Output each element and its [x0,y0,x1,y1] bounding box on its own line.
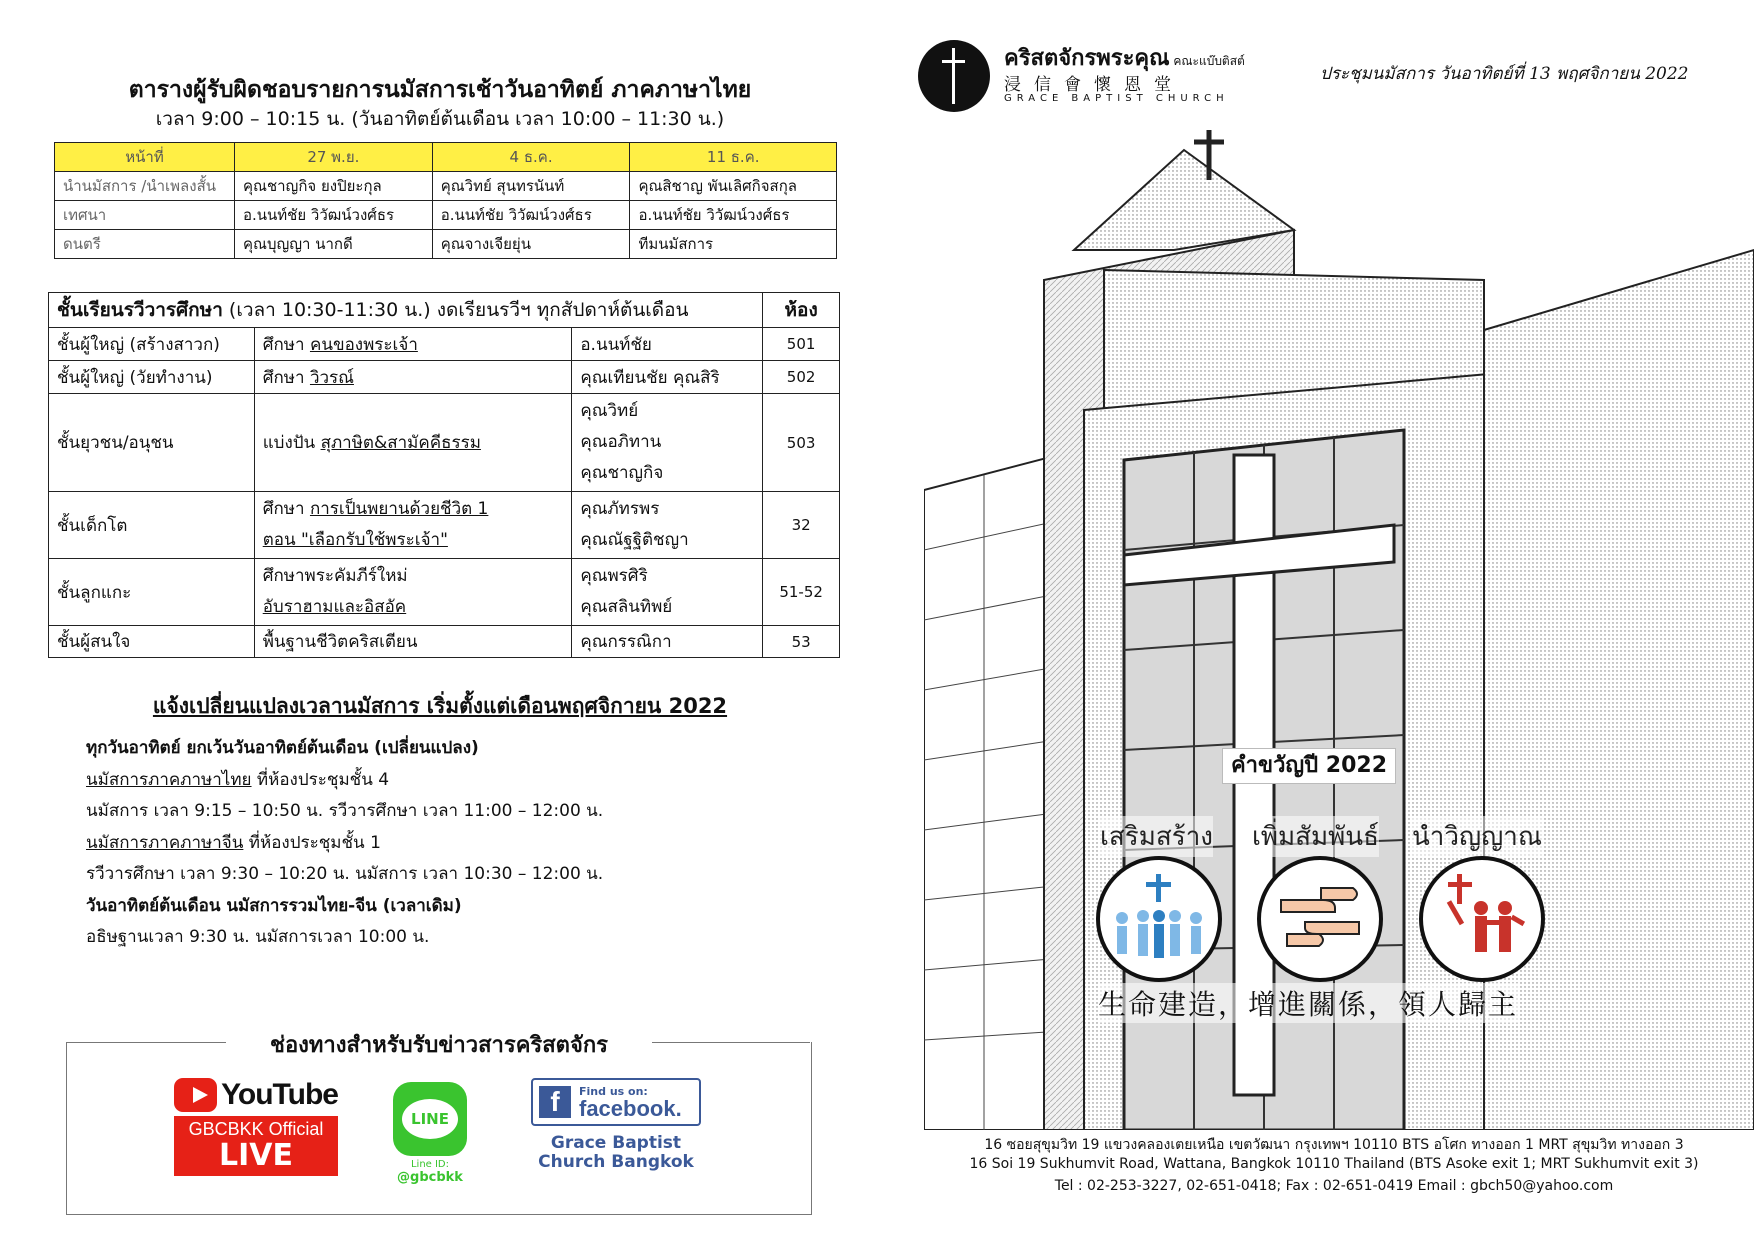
topic-cell [254,361,572,394]
table-row [49,559,840,626]
notice-service-thai: นมัสการภาคภาษาไทย [86,769,252,790]
youtube-live-box [174,1116,338,1176]
address-thai: 16 ซอยสุขุมวิท 19 แขวงคลองเตยเหนือ เขตวัฒนา กรุงเทพฯ 10110 BTS อโศก ทางออก 1 MRT สุขุมวิท ทางออก 3 [984,1137,1684,1153]
motto-word: เสริมสร้าง [1100,816,1213,857]
notice-line [86,765,603,797]
line-handle: @gbcbkk [397,1170,463,1185]
room-cell: 53 [763,626,840,658]
motto-word: นำวิญญาณ [1412,816,1542,857]
topic-cell [254,559,572,626]
teacher-name: คุณณัฐฐิติชญา [580,530,689,550]
class-name: ชั้นผู้ใหญ่ (สร้างสาวก) [49,328,255,361]
class-header-cell [49,293,763,328]
line-id-label: Line ID: [410,1159,450,1170]
motto-word: เพิ่มสัมพันธ์ [1252,816,1379,857]
notice-service-chinese: นมัสการภาคภาษาจีน [86,832,244,853]
table-row [49,328,840,361]
topic-text: วิวรณ์ [309,367,354,388]
table-cell: คุณชาญกิจ ยงปิยะกุล [235,172,433,201]
header-cell: 11 ธ.ค. [630,143,837,172]
facebook-page-name [531,1134,701,1172]
topic-prefix: ศึกษา [262,499,310,519]
facebook-f-icon: f [539,1086,571,1118]
cross-icon [952,48,955,104]
role-cell: นำนมัสการ /นำเพลงสั้น [55,172,235,201]
teacher-name: คุณวิทย์ [580,401,639,421]
table-row [55,172,837,201]
header-cell: หน้าที่ [55,143,235,172]
room-cell: 501 [763,328,840,361]
teacher-name: คุณชาญกิจ [580,463,664,483]
teacher-cell: อ.นนท์ชัย [572,328,763,361]
youtube-channel-name: GBCBKK Official [188,1119,324,1139]
table-cell: คุณจางเจียยุ่น [432,230,630,259]
table-row [49,394,840,492]
table-cell: อ.นนท์ชัย วิวัฒน์วงศ์ธร [235,201,433,230]
evangelism-icon [1419,856,1545,982]
topic-prefix: ศึกษา [262,367,310,388]
people-cross-icon [1096,856,1222,982]
class-header-rest: (เวลา 10:30-11:30 น.) งดเรียนรวีฯ ทุกสัปดาห์ต้นเดือน [222,299,689,321]
table-row [49,492,840,559]
church-name-thai-main: คริสตจักรพระคุณ [1004,46,1170,71]
topic-text: สุภาษิต&สามัคคีธรรม [320,433,481,453]
table-cell: อ.นนท์ชัย วิวัฒน์วงศ์ธร [432,201,630,230]
address-english: 16 Soi 19 Sukhumvit Road, Wattana, Bangkok 10110 Thailand (BTS Asoke exit 1; MRT Sukhumvit exit 3) [969,1156,1699,1172]
class-name: ชั้นยุวชน/อนุชน [49,394,255,492]
sunday-school-table [48,292,840,658]
notice-line: รวีวารศึกษา เวลา 9:30 – 10:20 น. นมัสการ เวลา 10:30 – 12:00 น. [86,864,604,884]
notice-line: อธิษฐานเวลา 9:30 น. นมัสการเวลา 10:00 น. [86,927,430,947]
topic-text: คนของพระเจ้า [309,334,418,355]
room-cell: 51-52 [763,559,840,626]
room-cell: 32 [763,492,840,559]
notice-line: นมัสการ เวลา 9:15 – 10:50 น. รวีวารศึกษา เวลา 11:00 – 12:00 น. [86,801,604,821]
facebook-page-name-line: Grace Baptist [550,1133,682,1153]
facebook-find-label: Find us on: [579,1084,648,1098]
facebook-logo-box [531,1078,701,1126]
table-row [55,201,837,230]
youtube-badge[interactable] [174,1078,338,1176]
notice-text: ที่ห้องประชุมชั้น 4 [251,769,390,790]
youtube-wordmark: YouTube [221,1078,338,1111]
class-header-bold: ชั้นเรียนรวีวารศึกษา [57,299,223,321]
topic-cell [254,492,572,559]
room-cell: 502 [763,361,840,394]
class-name: ชั้นลูกแกะ [49,559,255,626]
topic-cell [254,394,572,492]
church-building-illustration [924,130,1754,1130]
line-badge[interactable] [390,1082,470,1185]
topic-text: ตอน "เลือกรับใช้พระเจ้า" [262,530,448,550]
table-cell: คุณวิทย์ สุนทรนันท์ [432,172,630,201]
channels-title: ช่องทางสำหรับรับข่าวสารคริสตจักร [270,1033,608,1058]
schedule-subtitle: เวลา 9:00 – 10:15 น. (วันอาทิตย์ต้นเดือน เวลา 10:00 – 11:30 น.) [155,108,725,130]
notice-line: ทุกวันอาทิตย์ ยกเว้นวันอาทิตย์ต้นเดือน (เปลี่ยนแปลง) [86,738,479,758]
topic-prefix: ศึกษา [262,334,310,355]
role-cell: ดนตรี [55,230,235,259]
divider [66,1042,226,1043]
table-row [49,361,840,394]
teacher-name: คุณอภิทาน [580,432,662,452]
schedule-title: ตารางผู้รับผิดชอบรายการนมัสการเช้าวันอาทิตย์ ภาคภาษาไทย [128,77,752,103]
topic-prefix: แบ่งปัน [262,433,321,453]
contact-info: Tel : 02-253-3227, 02-651-0418; Fax : 02-651-0419 Email : gbch50@yahoo.com [1054,1178,1614,1194]
notice-text: ที่ห้องประชุมชั้น 1 [243,832,381,853]
church-name-english: GRACE BAPTIST CHURCH [1004,93,1229,104]
facebook-page-name-line: Church Bangkok [538,1152,694,1172]
teacher-cell [572,394,763,492]
church-name-thai-small: คณะแบ๊บติสต์ [1169,54,1245,68]
teacher-cell: คุณเทียนชัย คุณสิริ [572,361,763,394]
topic-text: อับราฮามและอิสอัค [262,597,407,617]
class-name: ชั้นผู้สนใจ [49,626,255,658]
service-date: ประชุมนมัสการ วันอาทิตย์ที่ 13 พฤศจิกายน 2022 [1320,64,1689,84]
teacher-cell [572,559,763,626]
teacher-name: คุณสลินทิพย์ [580,597,673,617]
table-header-row [55,143,837,172]
line-logo-text: LINE [402,1099,458,1139]
table-row [49,626,840,658]
facebook-wordmark: facebook. [579,1095,682,1121]
divider [652,1042,810,1043]
topic-cell [254,328,572,361]
teacher-cell [572,492,763,559]
teacher-name: คุณพรศิริ [580,566,648,586]
facebook-badge[interactable] [531,1078,701,1172]
youtube-logo [174,1078,338,1112]
notice-body [86,733,603,954]
header-cell: 4 ธ.ค. [432,143,630,172]
youtube-live-label: LIVE [219,1138,293,1173]
table-cell: อ.นนท์ชัย วิวัฒน์วงศ์ธร [630,201,837,230]
notice-line: วันอาทิตย์ต้นเดือน นมัสการรวมไทย-จีน (เวลาเดิม) [86,895,462,916]
role-cell: เทศนา [55,201,235,230]
table-cell: คุณสิชาญ พันเลิศกิจสกุล [630,172,837,201]
motto-chinese: 生命建造，增進關係，領人歸主 [1098,983,1518,1023]
topic-line [263,494,564,525]
duty-schedule-table [54,142,837,259]
table-header-row [49,293,840,328]
church-name-chinese: 浸信會懷恩堂 [1004,75,1184,95]
room-cell: 503 [763,394,840,492]
class-name: ชั้นผู้ใหญ่ (วัยทำงาน) [49,361,255,394]
cross-icon [942,60,965,63]
motto-label: คำขวัญปี 2022 [1222,748,1396,784]
header-cell: 27 พ.ย. [235,143,433,172]
class-name: ชั้นเด็กโต [49,492,255,559]
youtube-play-icon [174,1078,217,1112]
topic-text: การเป็นพยานด้วยชีวิต 1 [309,499,489,519]
topic-cell: พื้นฐานชีวิตคริสเตียน [254,626,572,658]
table-row [55,230,837,259]
notice-line [86,828,603,860]
table-cell: คุณบุญญา นากดี [235,230,433,259]
facebook-text [579,1085,682,1120]
table-cell: ทีมนมัสการ [630,230,837,259]
teacher-cell: คุณกรรณิกา [572,626,763,658]
topic-text: ศึกษาพระคัมภีร์ใหม่ [262,566,408,586]
teacher-name: คุณภัทรพร [580,499,660,519]
notice-title: แจ้งเปลี่ยนแปลงเวลานมัสการ เริ่มตั้งแต่เดือนพฤศจิกายน 2022 [152,694,728,718]
handshake-icon [1257,856,1383,982]
room-header: ห้อง [763,293,840,328]
line-logo-icon [393,1082,467,1156]
